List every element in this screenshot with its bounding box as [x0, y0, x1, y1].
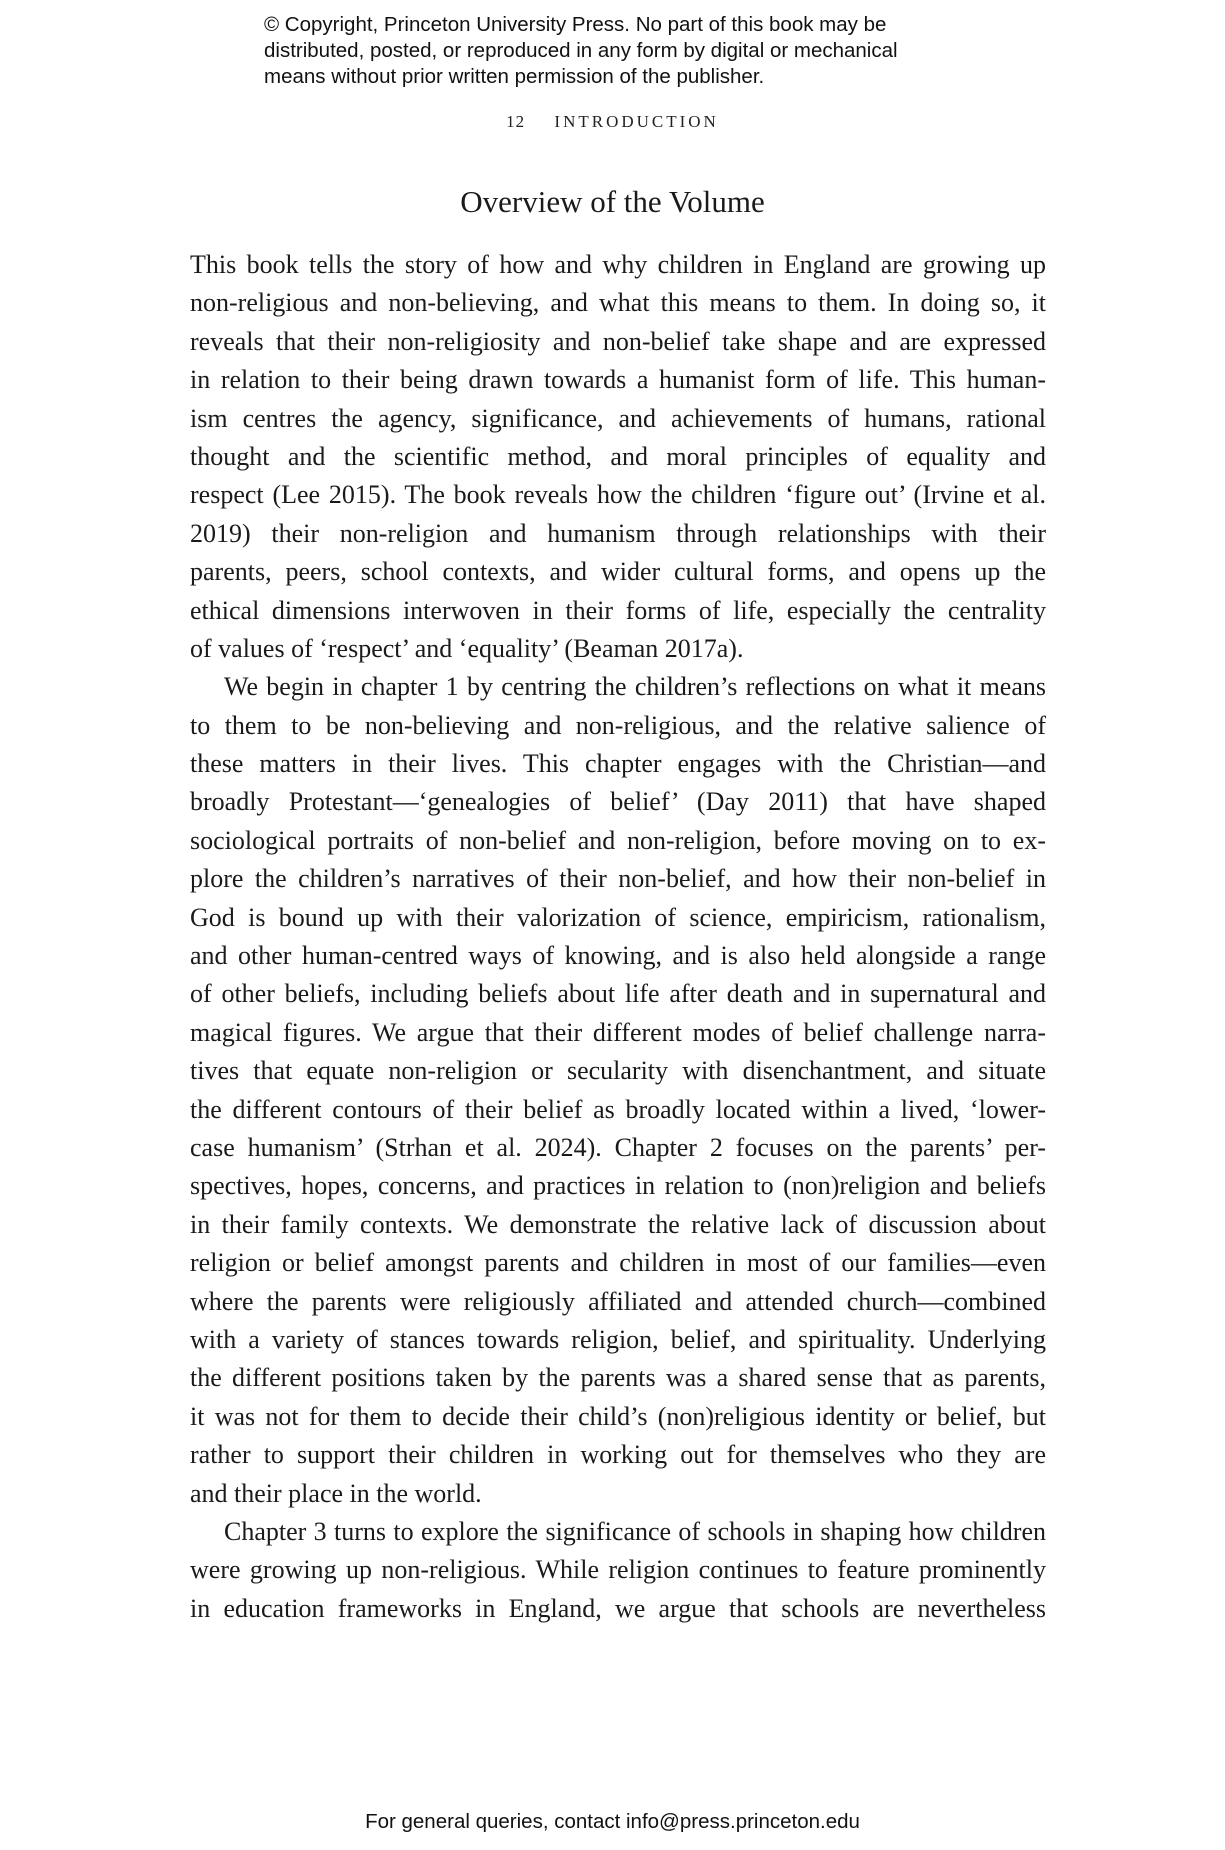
chapter-heading: INTRODUCTION	[554, 112, 719, 131]
text-line: the different contours of their belief as broadly located within a lived, ‘lower-	[190, 1094, 1046, 1124]
text-line: non-religious and non-believing, and what this means to them. In doing so, it	[190, 288, 1046, 318]
copyright-line: means without prior written permission of the publisher.	[264, 65, 765, 88]
text-line: This book tells the story of how and why children in England are growing up	[190, 250, 1046, 279]
paragraph	[190, 668, 1046, 1513]
text-line: broadly Protestant—‘genealogies of belief’ (Day 2011) that have shaped	[190, 787, 1046, 817]
text-line: respect (Lee 2015). The book reveals how the children ‘figure out’ (Irvine et al.	[190, 480, 1046, 510]
copyright-line: distributed, posted, or reproduced in any form by digital or mechanical	[264, 39, 898, 62]
text-line: it was not for them to decide their child’s (non)religious identity or belief, but	[190, 1401, 1046, 1431]
footer-contact: For general queries, contact info@press.princeton.edu	[365, 1810, 860, 1833]
text-line: to them to be non-believing and non-religious, and the relative salience of	[190, 710, 1046, 740]
text-line: God is bound up with their valorization of science, empiricism, rationalism,	[190, 902, 1046, 932]
text-line: We begin in chapter 1 by centring the children’s reflections on what it means	[224, 672, 1046, 702]
text-line: reveals that their non-religiosity and non-belief take shape and are expressed	[190, 326, 1046, 356]
text-line: sociological portraits of non-belief and non-religion, before moving on to ex-	[190, 825, 1046, 855]
text-line: the different positions taken by the parents was a shared sense that as parents,	[190, 1363, 1046, 1393]
copyright-line: © Copyright, Princeton University Press. No part of this book may be	[264, 13, 887, 36]
text-line: ethical dimensions interwoven in their forms of life, especially the centrality	[190, 595, 1046, 625]
text-line: of other beliefs, including beliefs about life after death and in supernatural and	[190, 979, 1046, 1009]
text-line: where the parents were religiously affiliated and attended church—combined	[190, 1286, 1046, 1316]
text-line: these matters in their lives. This chapter engages with the Christian—and	[190, 749, 1046, 779]
text-line: and other human-centred ways of knowing, and is also held alongside a range	[190, 941, 1046, 971]
text-line: in education frameworks in England, we argue that schools are nevertheless	[190, 1593, 1046, 1623]
text-line: ism centres the agency, significance, and achievements of humans, rational	[190, 403, 1046, 433]
text-line: were growing up non-religious. While religion continues to feature prominently	[190, 1555, 1046, 1585]
section-title: Overview of the Volume	[460, 184, 765, 219]
text-line: in relation to their being drawn towards a humanist form of life. This human-	[190, 365, 1046, 395]
text-line: plore the children’s narratives of their non-belief, and how their non-belief in	[190, 864, 1046, 894]
copyright-notice	[264, 12, 984, 90]
text-line: 2019) their non-religion and humanism through relationships with their	[190, 518, 1046, 548]
text-line: with a variety of stances towards religion, belief, and spirituality. Underlying	[190, 1324, 1046, 1354]
text-line: in their family contexts. We demonstrate the relative lack of discussion about	[190, 1209, 1046, 1239]
text-line: Chapter 3 turns to explore the significance of schools in shaping how children	[224, 1516, 1046, 1546]
text-line: of values of ‘respect’ and ‘equality’ (Beaman 2017a).	[190, 633, 744, 663]
text-line: spectives, hopes, concerns, and practices in relation to (non)religion and beliefs	[190, 1171, 1046, 1201]
text-line: rather to support their children in working out for themselves who they are	[190, 1440, 1046, 1470]
text-line: case humanism’ (Strhan et al. 2024). Chapter 2 focuses on the parents’ per-	[190, 1132, 1046, 1162]
text-line: magical figures. We argue that their different modes of belief challenge narra-	[190, 1017, 1046, 1047]
running-head	[0, 112, 1225, 132]
text-line: parents, peers, school contexts, and wider cultural forms, and opens up the	[190, 557, 1046, 587]
page-number: 12	[506, 112, 526, 131]
text-line: religion or belief amongst parents and children in most of our families—even	[190, 1248, 1046, 1278]
paragraph	[190, 246, 1046, 668]
body-text	[190, 246, 1046, 1628]
paragraph	[190, 1513, 1046, 1628]
text-line: and their place in the world.	[190, 1478, 482, 1508]
text-line: thought and the scientific method, and moral principles of equality and	[190, 441, 1046, 471]
text-line: tives that equate non-religion or secularity with disenchantment, and situate	[190, 1056, 1046, 1086]
